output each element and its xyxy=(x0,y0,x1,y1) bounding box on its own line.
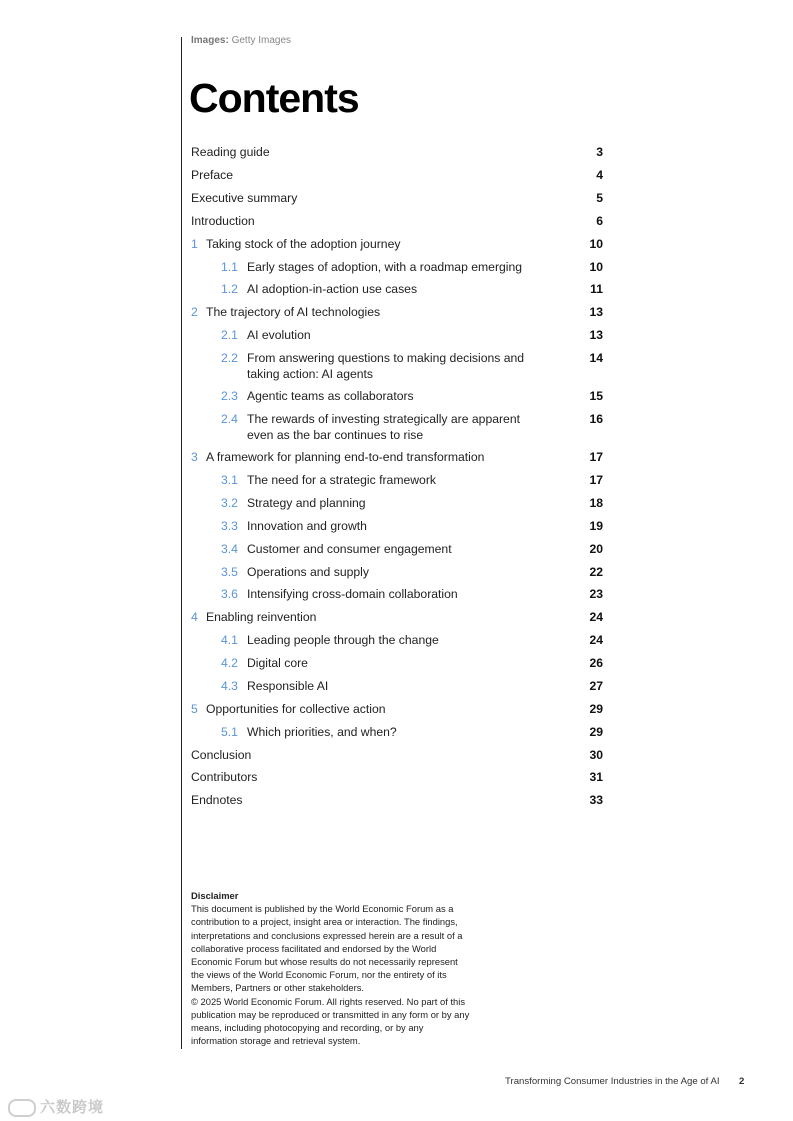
toc-entry-page: 19 xyxy=(589,519,603,533)
toc-entry-number: 2.2 xyxy=(221,351,238,365)
toc-entry-number: 3.2 xyxy=(221,496,238,510)
toc-entry-label: The trajectory of AI technologies xyxy=(206,305,381,319)
toc-entry-label: Reading guide xyxy=(191,145,270,159)
toc-entry-label: Responsible AI xyxy=(247,679,329,693)
toc-entry-number: 2.3 xyxy=(221,389,238,403)
toc-entry-number: 5.1 xyxy=(221,725,238,739)
toc-entry-label: Introduction xyxy=(191,214,255,228)
toc-entry-page: 26 xyxy=(589,656,603,670)
toc-entry-page: 10 xyxy=(589,237,603,251)
disclaimer-heading: Disclaimer xyxy=(191,890,239,901)
toc-entry-number: 3.5 xyxy=(221,565,238,579)
toc-entry-label: Contributors xyxy=(191,770,258,784)
toc-entry-page: 5 xyxy=(596,191,603,205)
toc-entry-label: The need for a strategic framework xyxy=(247,473,436,487)
image-credit-value: Getty Images xyxy=(231,35,292,46)
toc-entry-label: Opportunities for collective action xyxy=(206,702,386,716)
toc-entry-label: Operations and supply xyxy=(247,565,369,579)
toc-entry-number: 5 xyxy=(191,702,198,716)
disclaimer-body: This document is published by the World Economic Forum as a contribution to a project, insight area or interaction. The findings, interpretations and conclusions expressed herein are a result of a collaborative process facilitated and endorsed by the World Economic Forum but whose results do not necessarily represent the views of the World Economic Forum, nor the entirety of its Members, Partners or other stakeholders. xyxy=(191,903,463,994)
toc-entry[interactable] xyxy=(191,793,603,825)
footer-title: Transforming Consumer Industries in the Age of AI xyxy=(505,1076,720,1087)
toc-entry-label: Preface xyxy=(191,168,234,182)
toc-entry-label: Endnotes xyxy=(191,793,243,807)
toc-entry-page: 33 xyxy=(589,793,603,807)
toc-entry-label: A framework for planning end-to-end transformation xyxy=(206,450,485,464)
toc-entry-label: Leading people through the change xyxy=(247,633,439,647)
toc-entry-page: 17 xyxy=(589,473,603,487)
disclaimer-copyright: © 2025 World Economic Forum. All rights reserved. No part of this publication may be reproduced or transmitted in any form or by any means, including photocopying and recording, or by any information storage and retrieval system. xyxy=(191,995,470,1047)
toc-entry-page: 15 xyxy=(589,389,603,403)
toc-entry-number: 2.4 xyxy=(221,412,238,426)
page-title: Contents xyxy=(189,75,359,121)
toc-entry-page: 20 xyxy=(589,542,603,556)
toc-entry-page: 10 xyxy=(589,260,603,274)
toc-entry-number: 3.4 xyxy=(221,542,238,556)
toc-entry-number: 2.1 xyxy=(221,328,238,342)
toc-entry-label: Digital core xyxy=(247,656,308,670)
toc-entry-page: 27 xyxy=(589,679,603,693)
toc-entry-page: 24 xyxy=(589,610,603,624)
toc-entry-page: 13 xyxy=(589,305,603,319)
toc-entry-number: 4.3 xyxy=(221,679,238,693)
image-credit xyxy=(191,35,291,46)
toc-entry-page: 30 xyxy=(589,748,603,762)
toc-entry-label: Executive summary xyxy=(191,191,298,205)
toc-entry-number: 3.6 xyxy=(221,587,238,601)
toc-entry-number: 3.3 xyxy=(221,519,238,533)
image-credit-label: Images: xyxy=(191,35,229,46)
toc-entry-label: Innovation and growth xyxy=(247,519,367,533)
toc-entry-label: AI evolution xyxy=(247,328,311,342)
toc-entry-number: 2 xyxy=(191,305,198,319)
toc-entry-page: 24 xyxy=(589,633,603,647)
toc-subentry[interactable] xyxy=(191,412,603,444)
toc-entry-label: Early stages of adoption, with a roadmap emerging xyxy=(247,260,523,274)
toc-entry-page: 3 xyxy=(596,145,603,159)
toc-entry-page: 29 xyxy=(589,702,603,716)
toc-entry-page: 17 xyxy=(589,450,603,464)
toc-entry-page: 16 xyxy=(589,412,603,426)
toc-entry-label: From answering questions to making decisions and taking action: AI agents xyxy=(247,351,525,381)
toc-entry-label: Intensifying cross-domain collaboration xyxy=(247,587,458,601)
toc-entry-number: 1 xyxy=(191,237,198,251)
toc-entry-number: 4.1 xyxy=(221,633,238,647)
toc-entry-number: 4 xyxy=(191,610,198,624)
toc-entry-label: Conclusion xyxy=(191,748,252,762)
toc-entry-page: 18 xyxy=(589,496,603,510)
toc-entry-page: 29 xyxy=(589,725,603,739)
toc-entry-label: The rewards of investing strategically are apparent even as the bar continues to rise xyxy=(247,412,521,442)
toc-entry-label: AI adoption-in-action use cases xyxy=(247,282,418,296)
toc-entry-label: Taking stock of the adoption journey xyxy=(206,237,401,251)
toc-entry-page: 4 xyxy=(596,168,603,182)
toc-entry-label: Customer and consumer engagement xyxy=(247,542,452,556)
toc-entry-page: 31 xyxy=(589,770,603,784)
toc-entry-page: 11 xyxy=(590,282,603,296)
toc-entry-page: 13 xyxy=(589,328,603,342)
watermark xyxy=(8,1096,104,1117)
watermark-logo-icon xyxy=(8,1099,36,1117)
footer-page-number: 2 xyxy=(739,1076,745,1087)
toc-entry-page: 22 xyxy=(589,565,603,579)
toc-entry-label: Which priorities, and when? xyxy=(247,725,397,739)
toc-entry-label: Enabling reinvention xyxy=(206,610,317,624)
toc-entry-number: 4.2 xyxy=(221,656,238,670)
toc-entry-page: 23 xyxy=(589,587,603,601)
toc-entry-number: 3.1 xyxy=(221,473,238,487)
toc-subentry[interactable] xyxy=(191,351,603,383)
toc-entry-label: Agentic teams as collaborators xyxy=(247,389,414,403)
toc-entry-number: 3 xyxy=(191,450,198,464)
vertical-rule xyxy=(181,37,182,1049)
toc-entry-page: 6 xyxy=(596,214,603,228)
toc-entry-page: 14 xyxy=(589,351,603,365)
watermark-text: 六数跨境 xyxy=(40,1099,105,1116)
toc-entry-number: 1.1 xyxy=(221,260,238,274)
disclaimer xyxy=(191,889,471,1047)
toc-entry-number: 1.2 xyxy=(221,282,238,296)
toc-entry-label: Strategy and planning xyxy=(247,496,366,510)
